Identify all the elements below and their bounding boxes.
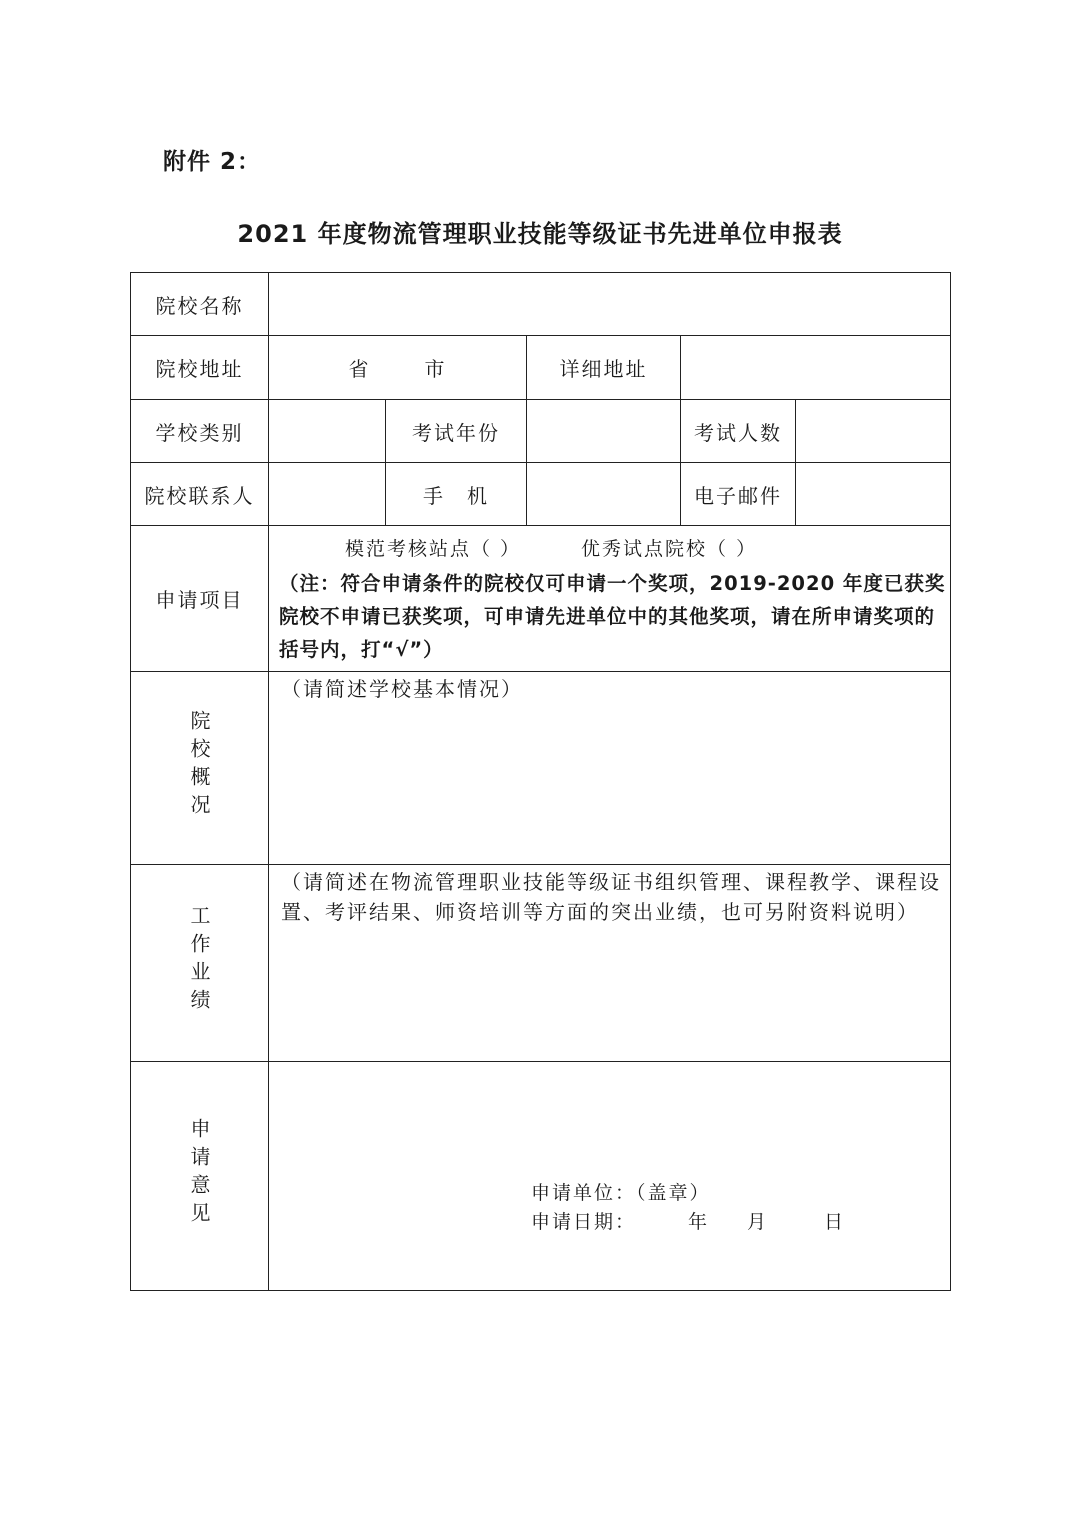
row-achievement [131, 865, 951, 1062]
school-name-field[interactable] [269, 273, 951, 336]
exam-year-label: 考试年份 [386, 400, 527, 463]
contact-label: 院校联系人 [131, 463, 269, 526]
school-type-field[interactable] [269, 400, 386, 463]
application-form-table [130, 272, 951, 1291]
opinion-field[interactable] [269, 1062, 951, 1291]
exam-year-field[interactable] [527, 400, 681, 463]
province-label: 省 [348, 357, 371, 381]
apply-unit-line: 申请单位：（盖章） [531, 1182, 711, 1204]
option-model-site[interactable]: 模范考核站点（ ） [345, 538, 522, 560]
city-label: 市 [424, 357, 447, 381]
province-city-field[interactable] [269, 336, 527, 400]
row-school-name [131, 273, 951, 336]
row-opinion [131, 1062, 951, 1291]
exam-count-field[interactable] [796, 400, 951, 463]
apply-item-label: 申请项目 [131, 526, 269, 672]
opinion-label-cell [131, 1062, 269, 1291]
email-label: 电子邮件 [681, 463, 796, 526]
overview-hint: （请简述学校基本情况） [281, 677, 523, 701]
day-char: 日 [824, 1211, 846, 1233]
opinion-label: 申请意见 [187, 1117, 211, 1230]
row-apply-items [131, 526, 951, 672]
mobile-field[interactable] [527, 463, 681, 526]
achievement-label: 工作业绩 [187, 904, 211, 1017]
contact-field[interactable] [269, 463, 386, 526]
row-school-address [131, 336, 951, 400]
overview-label-cell [131, 672, 269, 865]
school-type-label: 学校类别 [131, 400, 269, 463]
achievement-field[interactable] [269, 865, 951, 1062]
row-exam-info [131, 400, 951, 463]
school-address-label: 院校地址 [131, 336, 269, 400]
overview-field[interactable] [269, 672, 951, 865]
school-name-label: 院校名称 [131, 273, 269, 336]
row-contact-info [131, 463, 951, 526]
row-overview [131, 672, 951, 865]
email-field[interactable] [796, 463, 951, 526]
apply-options [345, 534, 950, 561]
apply-note: （注：符合申请条件的院校仅可申请一个奖项，2019-2020 年度已获奖院校不申请已获奖项，可申请先进单位中的其他奖项，请在所申请奖项的括号内，打“√”） [279, 572, 946, 661]
overview-label: 院校概况 [187, 709, 211, 822]
mobile-label: 手 机 [386, 463, 527, 526]
detail-address-field[interactable] [681, 336, 951, 400]
attachment-label: 附件 2： [163, 149, 262, 175]
year-char: 年 [688, 1211, 710, 1233]
apply-item-cell [269, 526, 951, 672]
exam-count-label: 考试人数 [681, 400, 796, 463]
achievement-hint: （请简述在物流管理职业技能等级证书组织管理、课程教学、课程设置、考评结果、师资培训等方面的突出业绩，也可另附资料说明） [281, 870, 941, 924]
month-char: 月 [747, 1211, 769, 1233]
detail-address-label: 详细地址 [527, 336, 681, 400]
apply-date-label: 申请日期： [531, 1211, 637, 1233]
achievement-label-cell [131, 865, 269, 1062]
form-title: 2021 年度物流管理职业技能等级证书先进单位申报表 [237, 220, 843, 248]
apply-date-line [531, 1207, 845, 1234]
option-excellent-school[interactable]: 优秀试点院校（ ） [581, 538, 758, 560]
